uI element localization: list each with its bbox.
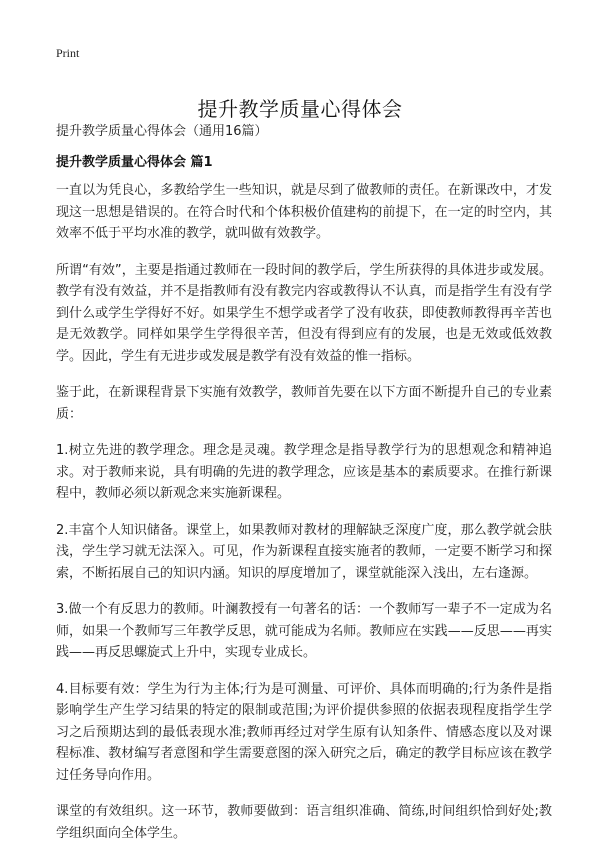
paragraph: 1.树立先进的教学理念。理念是灵魂。教学理念是指导教学行为的思想观念和精神追求。对于教师来说，具有明确的先进的教学理念，应该是基本的素质要求。在推行新课程中，教师必须以新观念来实施新课程。: [56, 443, 552, 501]
paragraph: 2.丰富个人知识储备。课堂上，如果教师对教材的理解缺乏深度广度，那么教学就会肤浅，学生学习就无法深入。可见，作为新课程直接实施者的教师，一定要不断学习和探索，不断拓展自己的知识内涵。知识的厚度增加了，课堂就能深入浅出，左右逢源。: [56, 522, 552, 581]
print-label: Print: [56, 46, 80, 60]
document-title: 提升教学质量心得体会: [197, 97, 403, 122]
section-heading: 提升教学质量心得体会 篇1: [56, 155, 213, 170]
paragraph: 鉴于此，在新课程背景下实施有效教学，教师首先要在以下方面不断提升自己的专业素质：: [56, 385, 552, 422]
paragraph: 4.目标要有效：学生为行为主体;行为是可测量、可评价、具体而明确的;行为条件是指影响学生产生学习结果的特定的限制或范围;为评价提供参照的依据表现程度指学生学习之后预期达到的最低表现水准;教师再经过对学生原有认知条件、情感态度以及对课程标准、教材编写者意图和学生需要意图的深入研究之后，确定的教学目标应该在教学过任务导向作用。: [56, 681, 552, 783]
document-subtitle: 提升教学质量心得体会（通用16篇）: [56, 124, 268, 139]
document-body: [56, 180, 552, 859]
paragraph: 课堂的有效组织。这一环节，教师要做到：语言组织准确、简练,时间组织恰到好处;教学组织面向全体学生。: [56, 804, 552, 841]
paragraph: 所谓“有效”，主要是指通过教师在一段时间的教学后，学生所获得的具体进步或发展。教学有没有效益，并不是指教师有没有教完内容或教得认不认真，而是指学生有没有学到什么或学生学得好不好。如果学生不想学或者学了没有收获，即使教师教得再辛苦也是无效教学。同样如果学生学得很辛苦，但没有得到应有的发展，也是无效或低效教学。因此，学生有无进步或发展是教学有没有效益的惟一指标。: [56, 262, 552, 364]
paragraph: 一直以为凭良心，多教给学生一些知识，就是尽到了做教师的责任。在新课改中，才发现这一思想是错误的。在符合时代和个体积极价值建构的前提下，在一定的时空内，其效率不低于平均水准的教学，就叫做有效教学。: [56, 183, 552, 241]
paragraph: 3.做一个有反思力的教师。叶澜教授有一句著名的话：一个教师写一辈子不一定成为名师，如果一个教师写三年教学反思，就可能成为名师。教师应在实践——反思——再实践——再反思螺旋式上升中，实现专业成长。: [56, 602, 552, 660]
